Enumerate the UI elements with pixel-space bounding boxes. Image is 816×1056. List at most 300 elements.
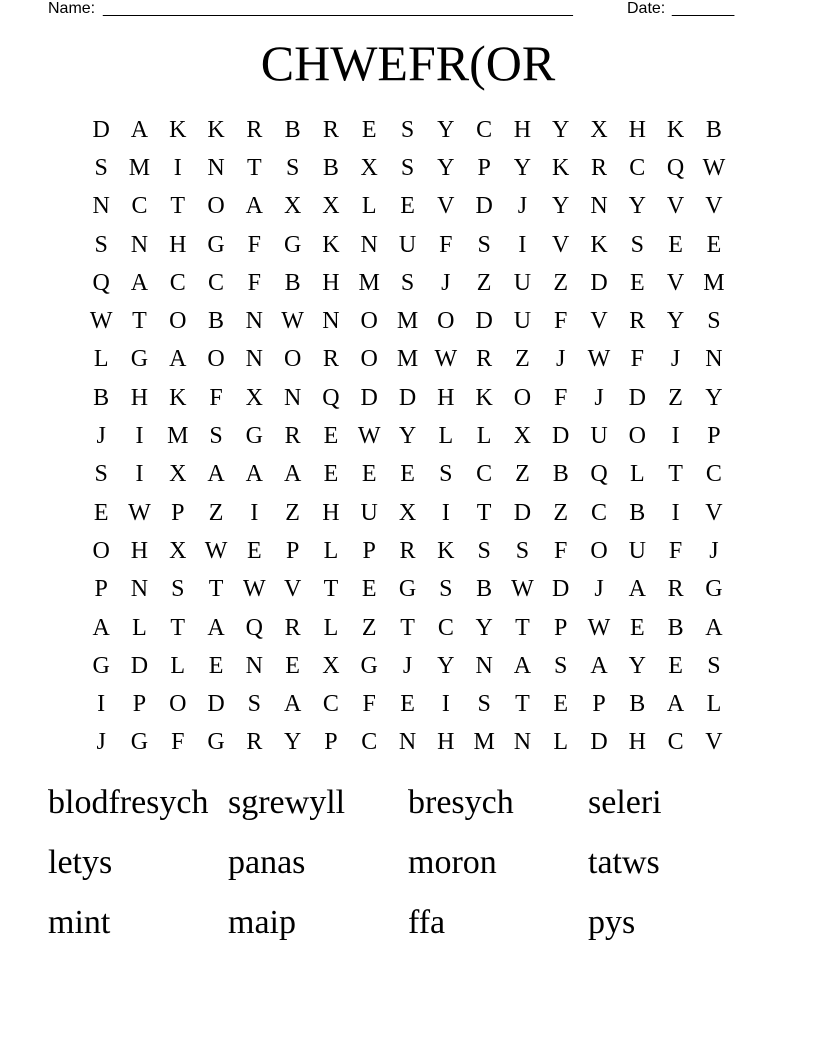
grid-letter: N [245,346,263,373]
grid-letter: M [703,269,725,296]
grid-letter: B [705,116,722,143]
grid-letter: J [402,652,413,679]
grid-letter: P [592,691,606,718]
grid-letter: Z [285,499,300,526]
grid-letter: N [475,652,493,679]
grid-letter: P [707,423,721,450]
grid-letter: O [283,346,302,373]
grid-letter: I [97,691,106,718]
grid-letter: O [169,308,187,335]
grid-letter: O [169,691,187,718]
grid-letter: B [322,154,339,181]
grid-letter: M [396,308,419,335]
grid-letter: H [437,384,455,411]
grid-letter: R [629,308,646,335]
grid-letter: L [132,614,147,641]
word-list-item: pys [588,904,636,941]
grid-letter: Z [515,346,530,373]
grid-letter: F [668,537,683,564]
grid-letter: W [702,154,726,181]
grid-letter: P [362,537,376,564]
grid-letter: J [594,384,604,411]
grid-letter: K [169,384,187,411]
grid-letter: B [552,461,569,488]
grid-letter: H [130,384,149,411]
grid-letter: P [477,154,491,181]
grid-letter: Q [666,154,685,181]
grid-letter: N [92,193,110,220]
page-title: CHWEFR(OR [260,35,556,91]
grid-letter: A [666,691,685,718]
grid-letter: L [323,537,339,564]
grid-letter: N [207,154,225,181]
word-list-item: blodfresych [48,784,209,821]
grid-letter: O [437,308,455,335]
grid-letter: A [245,461,263,488]
grid-letter: R [476,346,493,373]
grid-letter: J [594,576,604,603]
word-list-item: bresych [408,784,514,821]
grid-letter: F [554,308,568,335]
grid-letter: C [591,499,608,526]
grid-letter: S [477,691,491,718]
grid-letter: N [513,729,532,756]
grid-letter: S [400,269,415,296]
grid-letter: H [322,499,340,526]
grid-letter: O [513,384,532,411]
grid-letter: K [169,116,187,143]
grid-letter: A [283,461,302,488]
grid-letter: G [360,652,378,679]
grid-letter: A [92,614,110,641]
grid-letter: B [284,116,301,143]
grid-letter: E [361,461,377,488]
grid-letter: G [283,231,302,258]
grid-letter: N [705,346,723,373]
grid-letter: X [398,499,417,526]
grid-letter: F [554,537,568,564]
grid-letter: E [400,461,415,488]
grid-letter: Y [398,423,417,450]
grid-letter: Z [553,269,569,296]
grid-letter: Q [245,614,263,641]
grid-letter: S [554,652,568,679]
grid-letter: J [441,269,451,296]
grid-letter: H [628,729,646,756]
grid-letter: D [590,269,608,296]
grid-letter: W [281,308,304,335]
grid-letter: I [518,231,527,258]
grid-letter: N [322,308,340,335]
grid-letter: T [247,154,262,181]
grid-letter: F [247,269,262,296]
grid-letter: D [513,499,532,526]
grid-letter: A [207,461,225,488]
grid-letter: L [323,614,339,641]
grid-letter: L [629,461,645,488]
grid-letter: W [243,576,266,603]
grid-letter: V [666,193,685,220]
grid-letter: S [400,154,415,181]
grid-letter: Y [283,729,302,756]
grid-letter: D [130,652,149,679]
grid-letter: A [628,576,646,603]
grid-letter: Y [552,116,570,143]
grid-letter: B [284,269,301,296]
grid-letter: O [628,423,646,450]
grid-letter: S [707,652,721,679]
name-line: ______________________________________________________ [103,0,573,17]
grid-letter: V [705,729,723,756]
grid-letter: Z [476,269,492,296]
grid-letter: E [553,691,569,718]
grid-letter: V [666,269,685,296]
grid-letter: U [628,537,646,564]
grid-letter: U [360,499,378,526]
grid-letter: M [358,269,380,296]
word-list-item: sgrewyll [228,784,346,821]
grid-letter: C [705,461,722,488]
grid-letter: C [131,193,148,220]
grid-letter: D [475,308,493,335]
grid-letter: V [437,193,455,220]
grid-letter: W [511,576,534,603]
grid-letter: B [629,691,646,718]
grid-letter: P [171,499,185,526]
grid-letter: N [245,652,263,679]
grid-letter: V [705,499,723,526]
grid-letter: A [130,116,149,143]
grid-letter: C [208,269,225,296]
grid-letter: T [476,499,492,526]
grid-letter: Q [590,461,608,488]
grid-letter: B [476,576,493,603]
grid-letter: T [323,576,339,603]
grid-letter: F [247,231,262,258]
grid-letter: G [207,231,225,258]
grid-letter: F [209,384,223,411]
grid-letter: L [476,423,492,450]
grid-letter: L [553,729,569,756]
grid-letter: A [245,193,263,220]
grid-letter: G [130,346,149,373]
grid-letter: E [361,116,377,143]
grid-letter: X [513,423,532,450]
grid-letter: Q [322,384,340,411]
grid-letter: D [475,193,493,220]
grid-letter: H [130,537,149,564]
grid-letter: Y [437,154,455,181]
grid-letter: N [130,576,149,603]
grid-letter: S [515,537,530,564]
grid-letter: L [93,346,109,373]
grid-letter: R [322,116,339,143]
grid-letter: C [169,269,186,296]
grid-letter: Y [666,308,685,335]
grid-letter: Y [513,154,532,181]
grid-letter: O [207,193,225,220]
grid-letter: K [322,231,340,258]
grid-letter: F [439,231,453,258]
grid-letter: F [554,384,568,411]
grid-letter: T [515,614,530,641]
grid-letter: Z [668,384,683,411]
grid-letter: L [170,652,186,679]
grid-letter: E [629,269,645,296]
grid-letter: E [323,461,339,488]
grid-letter: W [434,346,458,373]
header-row [48,0,748,20]
grid-letter: U [590,423,608,450]
grid-letter: S [94,231,108,258]
grid-letter: S [285,154,300,181]
grid-letter: J [96,729,106,756]
grid-letter: T [132,308,147,335]
grid-letter: N [130,231,149,258]
grid-letter: A [283,691,302,718]
grid-letter: R [667,576,684,603]
grid-letter: D [92,116,110,143]
grid-letter: G [207,729,225,756]
grid-letter: K [552,154,570,181]
grid-letter: G [398,576,417,603]
grid-letter: F [630,346,644,373]
grid-letter: S [477,231,491,258]
grid-letter: R [591,154,608,181]
grid-letter: Z [361,614,377,641]
letter-grid [82,111,733,762]
grid-letter: Y [475,614,493,641]
grid-letter: T [668,461,683,488]
grid-letter: A [130,269,149,296]
date-line: _______ [672,0,735,17]
word-list-item: seleri [588,784,662,821]
grid-letter: J [517,193,528,220]
grid-letter: D [590,729,608,756]
grid-letter: X [245,384,263,411]
grid-letter: C [437,614,454,641]
grid-letter: W [204,537,228,564]
grid-letter: C [667,729,684,756]
grid-letter: S [94,154,108,181]
grid-letter: R [246,729,263,756]
grid-letter: M [167,423,189,450]
grid-letter: I [671,499,680,526]
grid-letter: D [628,384,646,411]
grid-letter: R [322,346,339,373]
grid-letter: W [587,614,611,641]
grid-letter: H [437,729,455,756]
grid-letter: I [135,461,144,488]
grid-letter: W [587,346,611,373]
grid-letter: N [360,231,378,258]
grid-letter: S [707,308,721,335]
grid-letter: T [208,576,224,603]
grid-letter: V [705,193,723,220]
grid-letter: Z [515,461,530,488]
grid-letter: S [439,461,453,488]
grid-letter: P [94,576,108,603]
grid-letter: B [667,614,684,641]
grid-letter: X [322,652,340,679]
grid-letter: C [629,154,646,181]
word-list-item: letys [48,844,113,881]
grid-letter: K [666,116,685,143]
grid-letter: S [477,537,491,564]
grid-letter: R [284,614,301,641]
grid-letter: E [361,576,377,603]
grid-letter: J [709,537,719,564]
grid-letter: N [283,384,302,411]
word-list-item: mint [48,904,111,941]
grid-letter: O [360,346,378,373]
grid-letter: S [400,116,415,143]
grid-letter: E [285,652,300,679]
grid-letter: G [245,423,263,450]
grid-letter: K [207,116,225,143]
grid-letter: S [439,576,453,603]
grid-letter: I [250,499,259,526]
grid-letter: K [590,231,608,258]
grid-letter: E [323,423,339,450]
grid-letter: P [132,691,147,718]
grid-letter: H [513,116,532,143]
grid-letter: A [705,614,723,641]
grid-letter: D [360,384,378,411]
grid-letter: L [361,193,377,220]
grid-letter: X [283,193,302,220]
grid-letter: X [169,461,187,488]
word-list-item: maip [228,904,296,941]
grid-letter: T [170,193,186,220]
grid-letter: Y [628,193,646,220]
grid-letter: D [552,576,570,603]
grid-letter: R [399,537,416,564]
word-list-item: ffa [408,904,446,941]
grid-letter: E [400,193,415,220]
grid-letter: Y [705,384,723,411]
grid-letter: U [513,308,532,335]
grid-letter: H [169,231,187,258]
grid-letter: C [476,116,493,143]
grid-letter: E [208,652,224,679]
grid-letter: A [207,614,225,641]
grid-letter: E [400,691,415,718]
grid-letter: G [705,576,723,603]
grid-letter: V [590,308,608,335]
grid-letter: A [169,346,187,373]
grid-letter: S [209,423,223,450]
grid-letter: R [284,423,301,450]
grid-letter: T [400,614,415,641]
grid-letter: B [93,384,110,411]
grid-letter: M [396,346,419,373]
grid-letter: X [169,537,187,564]
grid-letter: C [361,729,378,756]
grid-letter: E [247,537,262,564]
grid-letter: I [441,691,450,718]
grid-letter: C [322,691,339,718]
grid-letter: M [128,154,151,181]
grid-letter: Q [92,269,110,296]
grid-letter: T [170,614,186,641]
grid-letter: O [207,346,225,373]
grid-letter: O [590,537,608,564]
word-list [48,773,768,953]
grid-letter: Z [553,499,569,526]
grid-letter: H [628,116,646,143]
grid-letter: E [668,231,683,258]
grid-letter: Y [437,116,455,143]
word-list-item: tatws [588,844,660,881]
grid-letter: B [208,308,225,335]
name-label: Name: [48,0,96,17]
grid-letter: B [629,499,646,526]
grid-letter: V [283,576,302,603]
grid-letter: W [89,308,113,335]
grid-letter: E [93,499,109,526]
grid-letter: I [441,499,450,526]
grid-letter: P [554,614,568,641]
grid-letter: J [556,346,566,373]
date-label: Date: [627,0,666,17]
grid-letter: M [473,729,495,756]
grid-letter: Z [208,499,224,526]
grid-letter: I [135,423,144,450]
grid-letter: Y [552,193,570,220]
grid-letter: A [513,652,532,679]
grid-letter: S [171,576,185,603]
grid-letter: U [398,231,417,258]
grid-letter: K [475,384,493,411]
grid-letter: S [247,691,262,718]
grid-letter: P [324,729,338,756]
grid-letter: E [629,614,645,641]
grid-letter: G [130,729,149,756]
grid-letter: X [360,154,378,181]
grid-letter: E [668,652,683,679]
grid-letter: N [245,308,263,335]
grid-letter: F [362,691,376,718]
grid-letter: S [94,461,108,488]
grid-letter: R [246,116,263,143]
grid-letter: L [438,423,454,450]
grid-letter: W [128,499,151,526]
grid-letter: D [398,384,417,411]
grid-letter: X [590,116,608,143]
grid-letter: A [590,652,608,679]
grid-letter: J [670,346,681,373]
grid-letter: U [513,269,532,296]
grid-letter: Y [437,652,455,679]
grid-letter: N [398,729,417,756]
word-list-item: moron [408,844,497,881]
grid-letter: C [476,461,493,488]
grid-letter: W [357,423,381,450]
grid-letter: I [671,423,680,450]
grid-letter: K [437,537,455,564]
grid-letter: D [207,691,225,718]
grid-letter: N [590,193,608,220]
grid-letter: I [173,154,182,181]
grid-letter: D [552,423,570,450]
grid-letter: P [285,537,300,564]
grid-letter: T [515,691,530,718]
grid-letter: G [92,652,110,679]
grid-letter: E [706,231,722,258]
grid-letter: L [706,691,722,718]
grid-letter: F [171,729,185,756]
